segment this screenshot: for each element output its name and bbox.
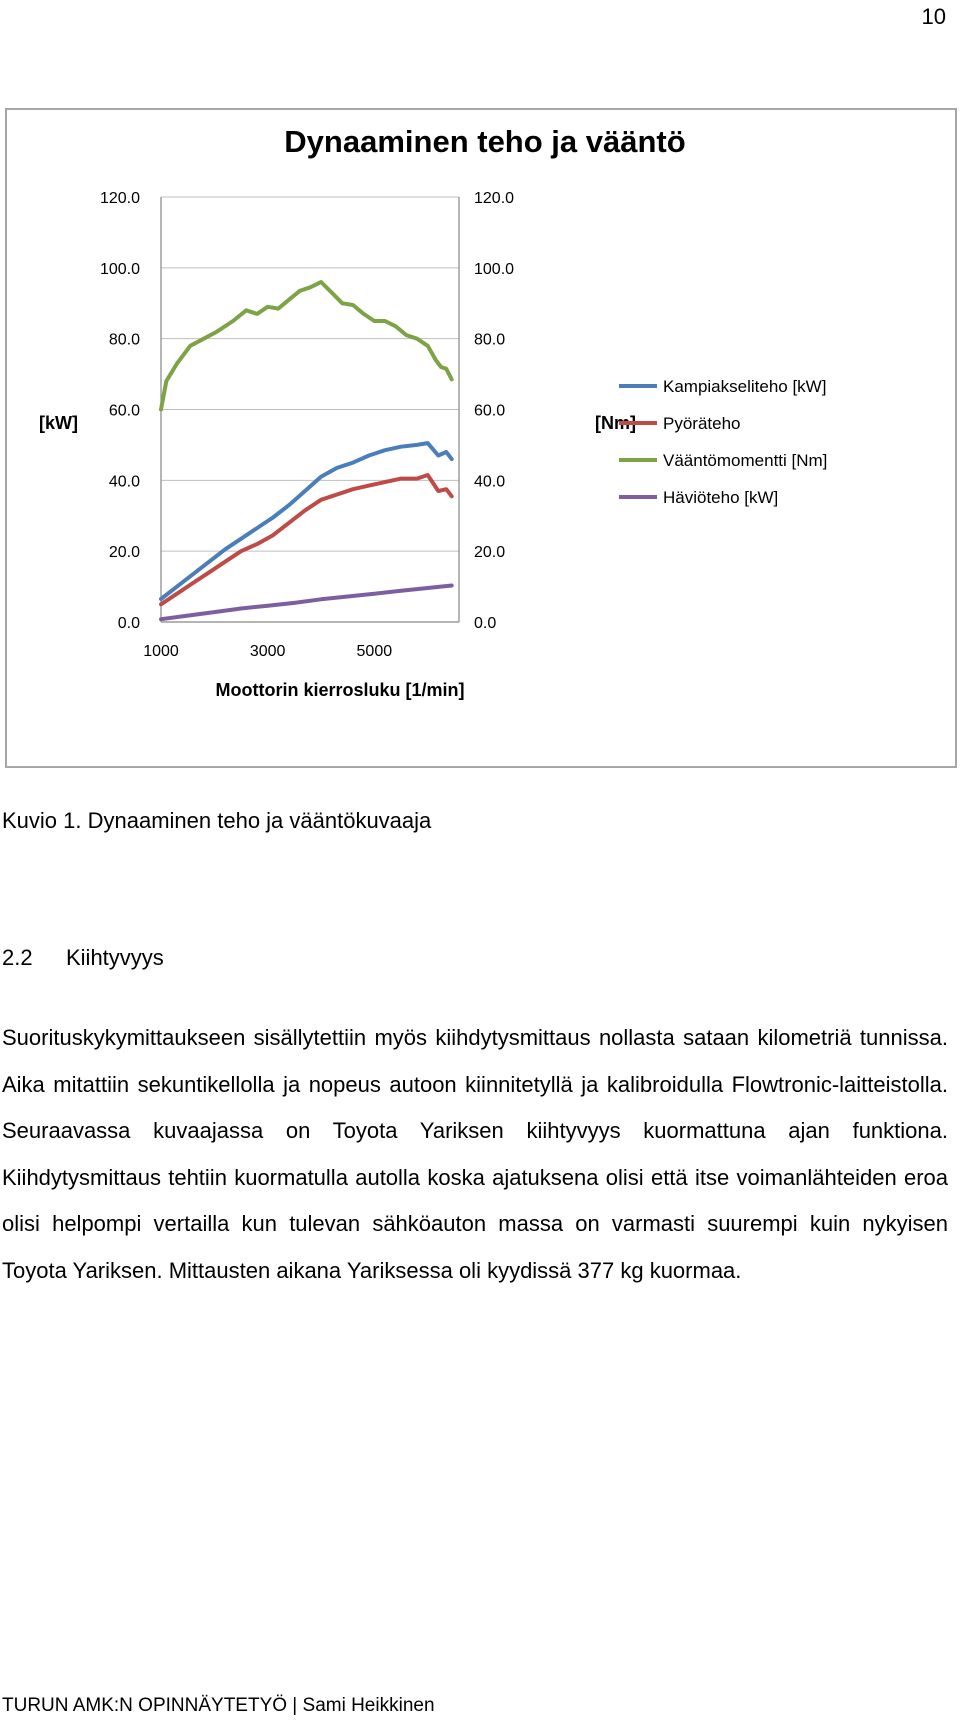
- y-tick-label-left: 20.0: [108, 544, 140, 562]
- y-tick-label-right: 0.0: [474, 615, 497, 632]
- chart-gridlines: [161, 197, 459, 551]
- y-tick-label-left: 0.0: [117, 615, 140, 632]
- page-number: 10: [921, 4, 946, 29]
- chart-legend: [619, 377, 827, 507]
- series-line: [161, 282, 452, 410]
- y-tick-label-right: 120.0: [474, 190, 515, 207]
- page-footer: TURUN AMK:N OPINNÄYTETYÖ | Sami Heikkinen: [2, 1695, 435, 1716]
- legend-label: Vääntömomentti [Nm]: [663, 451, 828, 470]
- y-tick-label-right: 60.0: [474, 402, 506, 420]
- section-title: Kiihtyvyys: [66, 945, 164, 970]
- y-tick-label-right: 20.0: [474, 544, 506, 562]
- x-tick-label: 5000: [356, 643, 393, 660]
- y-tick-label-left: 80.0: [108, 331, 140, 349]
- chart-title: Dynaaminen teho ja vääntö: [284, 124, 686, 159]
- y-axis-label-right: [Nm]: [595, 413, 636, 433]
- figure-caption: Kuvio 1. Dynaaminen teho ja vääntökuvaaja: [2, 808, 432, 833]
- body-paragraph: Suorituskykymittaukseen sisällytettiin myös kiihdytysmittaus nollasta sataan kilometriä tunnissa. Aika mitattiin sekuntikellolla ja nopeus autoon kiinnitetyllä ja kalibroidulla Flowtronic-laitteistolla. Seuraavassa kuvaajassa on Toyota Yariksen kiihtyvyys kuormattuna ajan funktiona. Kiihdytysmittaus tehtiin kuormatulla autolla koska ajatuksena olisi että itse voimanlähteiden eroa olisi helpompi vertailla kun tulevan sähköauton massa on varmasti suurempi kuin nykyisen Toyota Yariksen. Mittausten aikana Yariksessa oli kyydissä 377 kg kuormaa.: [2, 1025, 948, 1283]
- legend-label: Häviöteho [kW]: [663, 488, 779, 507]
- x-axis-label: Moottorin kierrosluku [1/min]: [215, 680, 465, 700]
- y-tick-label-left: 120.0: [99, 190, 140, 207]
- chart-series-lines: [161, 282, 452, 619]
- dynamic-power-torque-chart: [7, 110, 955, 766]
- chart-tick-labels: [100, 190, 514, 660]
- series-line: [161, 586, 452, 620]
- y-axis-label-left: [kW]: [39, 413, 78, 433]
- y-tick-label-left: 40.0: [108, 473, 140, 491]
- y-tick-label-right: 100.0: [474, 260, 515, 278]
- section-number: 2.2: [2, 945, 33, 970]
- section-heading: [2, 945, 164, 971]
- chart-frame: [5, 108, 957, 768]
- y-tick-label-left: 60.0: [108, 402, 140, 420]
- x-tick-label: 1000: [143, 643, 179, 660]
- legend-label: Pyöräteho: [663, 414, 741, 433]
- y-tick-label-left: 100.0: [99, 260, 140, 278]
- y-tick-label-right: 40.0: [474, 473, 506, 491]
- legend-label: Kampiakseliteho [kW]: [663, 377, 827, 396]
- x-tick-label: 3000: [249, 643, 286, 660]
- series-line: [161, 475, 452, 604]
- y-tick-label-right: 80.0: [474, 331, 506, 349]
